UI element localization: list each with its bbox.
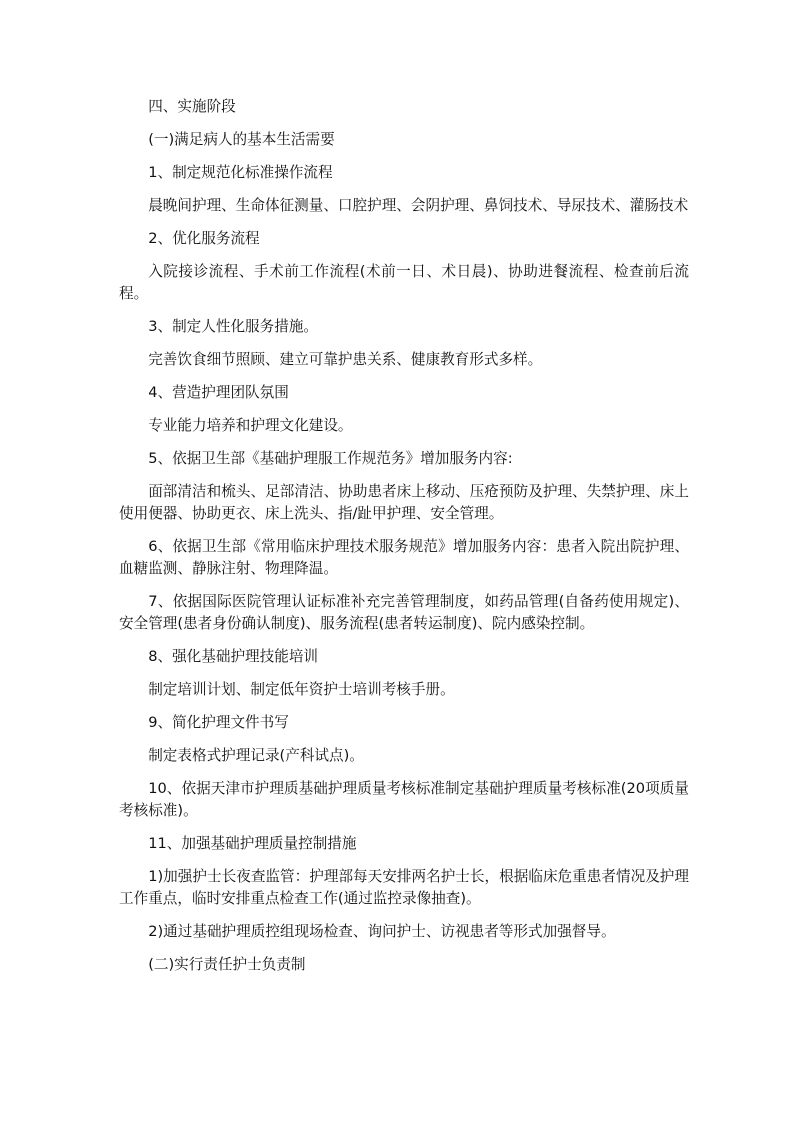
item-heading: 1、制定规范化标准操作流程	[148, 164, 333, 181]
item-body: 面部清洁和梳头、足部清洁、协助患者床上移动、压疮预防及护理、失禁护理、床上使用便器、协助更衣、床上洗头、指/趾甲护理、安全管理。	[119, 483, 689, 522]
item-heading: 11、加强基础护理质量控制措施	[148, 835, 357, 852]
document-body	[119, 96, 689, 976]
item-body: 7、依据国际医院管理认证标准补充完善管理制度，如药品管理(自备药使用规定)、安全管理(患者身份确认制度)、服务流程(患者转运制度)、院内感染控制。	[119, 593, 689, 632]
item-body: 晨晚间护理、生命体征测量、口腔护理、会阴护理、鼻饲技术、导尿技术、灌肠技术	[148, 197, 689, 214]
subsection-heading: (一)满足病人的基本生活需要	[148, 131, 335, 148]
item-body: 完善饮食细节照顾、建立可靠护患关系、健康教育形式多样。	[148, 351, 543, 368]
item-heading: 5、依据卫生部《基础护理服工作规范务》增加服务内容:	[148, 450, 513, 467]
item-heading: 8、强化基础护理技能培训	[148, 648, 319, 665]
item-body: 6、依据卫生部《常用临床护理技术服务规范》增加服务内容：患者入院出院护理、血糖监测、静脉注射、物理降温。	[119, 538, 689, 577]
item-body: 入院接诊流程、手术前工作流程(术前一日、术日晨)、协助进餐流程、检查前后流程。	[119, 263, 689, 302]
item-heading: 9、简化护理文件书写	[148, 714, 289, 731]
section-heading: 四、实施阶段	[148, 98, 236, 115]
item-body: 1)加强护士长夜查监管：护理部每天安排两名护士长，根据临床危重患者情况及护理工作重点，临时安排重点检查工作(通过监控录像抽查)。	[119, 868, 689, 907]
subsection-heading: (二)实行责任护士负责制	[148, 956, 306, 973]
item-heading: 3、制定人性化服务措施。	[148, 318, 319, 335]
item-body: 制定培训计划、制定低年资护士培训考核手册。	[148, 681, 455, 698]
item-body: 2)通过基础护理质控组现场检查、询问护士、访视患者等形式加强督导。	[148, 923, 616, 940]
item-heading: 4、营造护理团队氛围	[148, 384, 289, 401]
item-heading: 2、优化服务流程	[148, 230, 260, 247]
item-body: 10、依据天津市护理质基础护理质量考核标准制定基础护理质量考核标准(20项质量考核标准)。	[119, 780, 689, 819]
item-body: 专业能力培养和护理文化建设。	[148, 417, 353, 434]
item-body: 制定表格式护理记录(产科试点)。	[148, 747, 364, 764]
